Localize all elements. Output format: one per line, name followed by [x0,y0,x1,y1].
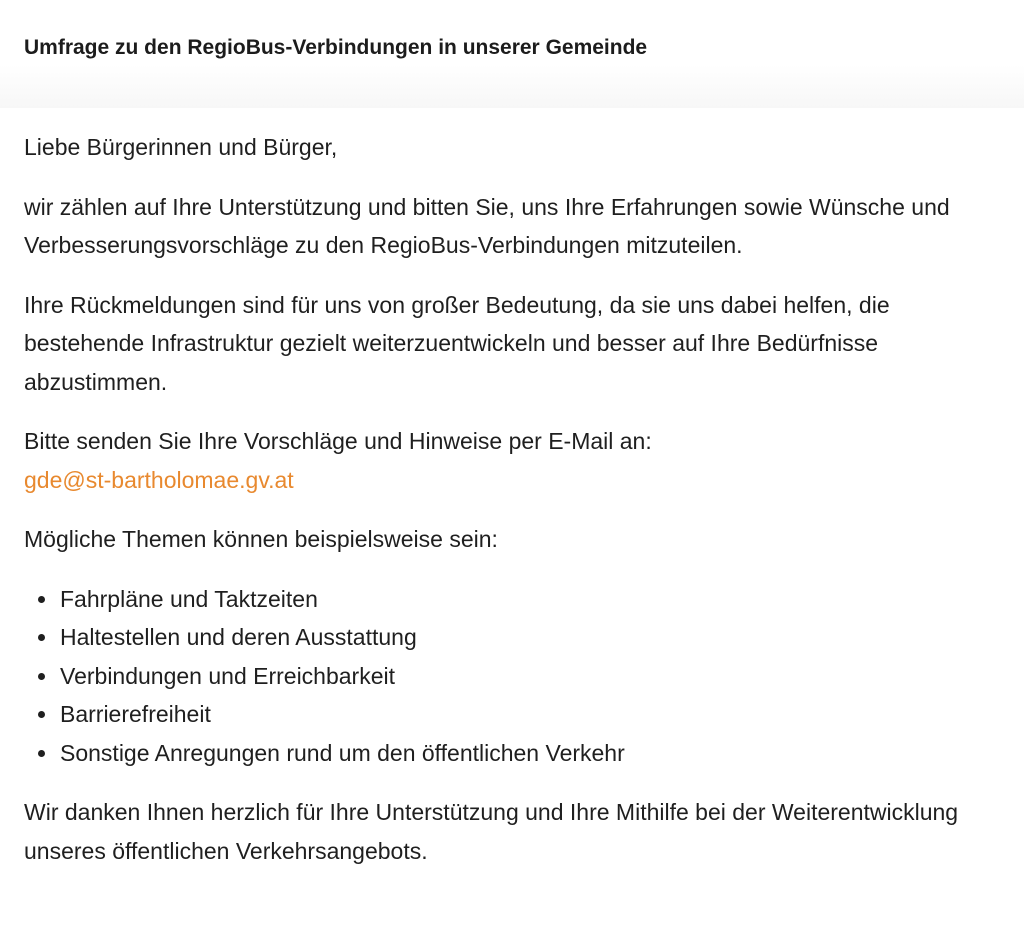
page-title: Umfrage zu den RegioBus-Verbindungen in unserer Gemeinde [24,36,648,59]
closing-paragraph: Wir danken Ihnen herzlich für Ihre Unterstützung und Ihre Mithilfe bei der Weiterentwicklung unseres öffentlichen Verkehrsangebots. [24,799,959,864]
contact-text: Bitte senden Sie Ihre Vorschläge und Hinweise per E-Mail an: [24,428,652,454]
greeting: Liebe Bürgerinnen und Bürger, [24,134,338,160]
contact-paragraph [24,422,1008,499]
list-item: Haltestellen und deren Ausstattung [60,618,1008,657]
list-item: Fahrpläne und Taktzeiten [60,580,1008,619]
email-link[interactable]: gde@st-bartholomae.gv.at [24,466,294,493]
list-item: Verbindungen und Erreichbarkeit [60,657,1008,696]
topics-intro: Mögliche Themen können beispielsweise sein: [24,526,498,552]
page-header [0,0,1024,108]
article-body [24,128,1008,891]
list-item: Barrierefreiheit [60,695,1008,734]
topics-list [24,580,1008,773]
paragraph-intro: wir zählen auf Ihre Unterstützung und bitten Sie, uns Ihre Erfahrungen sowie Wünsche und Verbesserungsvorschläge zu den RegioBus-Verbindungen mitzuteilen. [24,193,950,258]
list-item: Sonstige Anregungen rund um den öffentlichen Verkehr [60,734,1008,773]
paragraph-importance: Ihre Rückmeldungen sind für uns von großer Bedeutung, da sie uns dabei helfen, die bestehende Infrastruktur gezielt weiterzuentwickeln und besser auf Ihre Bedürfnisse abzustimmen. [24,291,890,395]
